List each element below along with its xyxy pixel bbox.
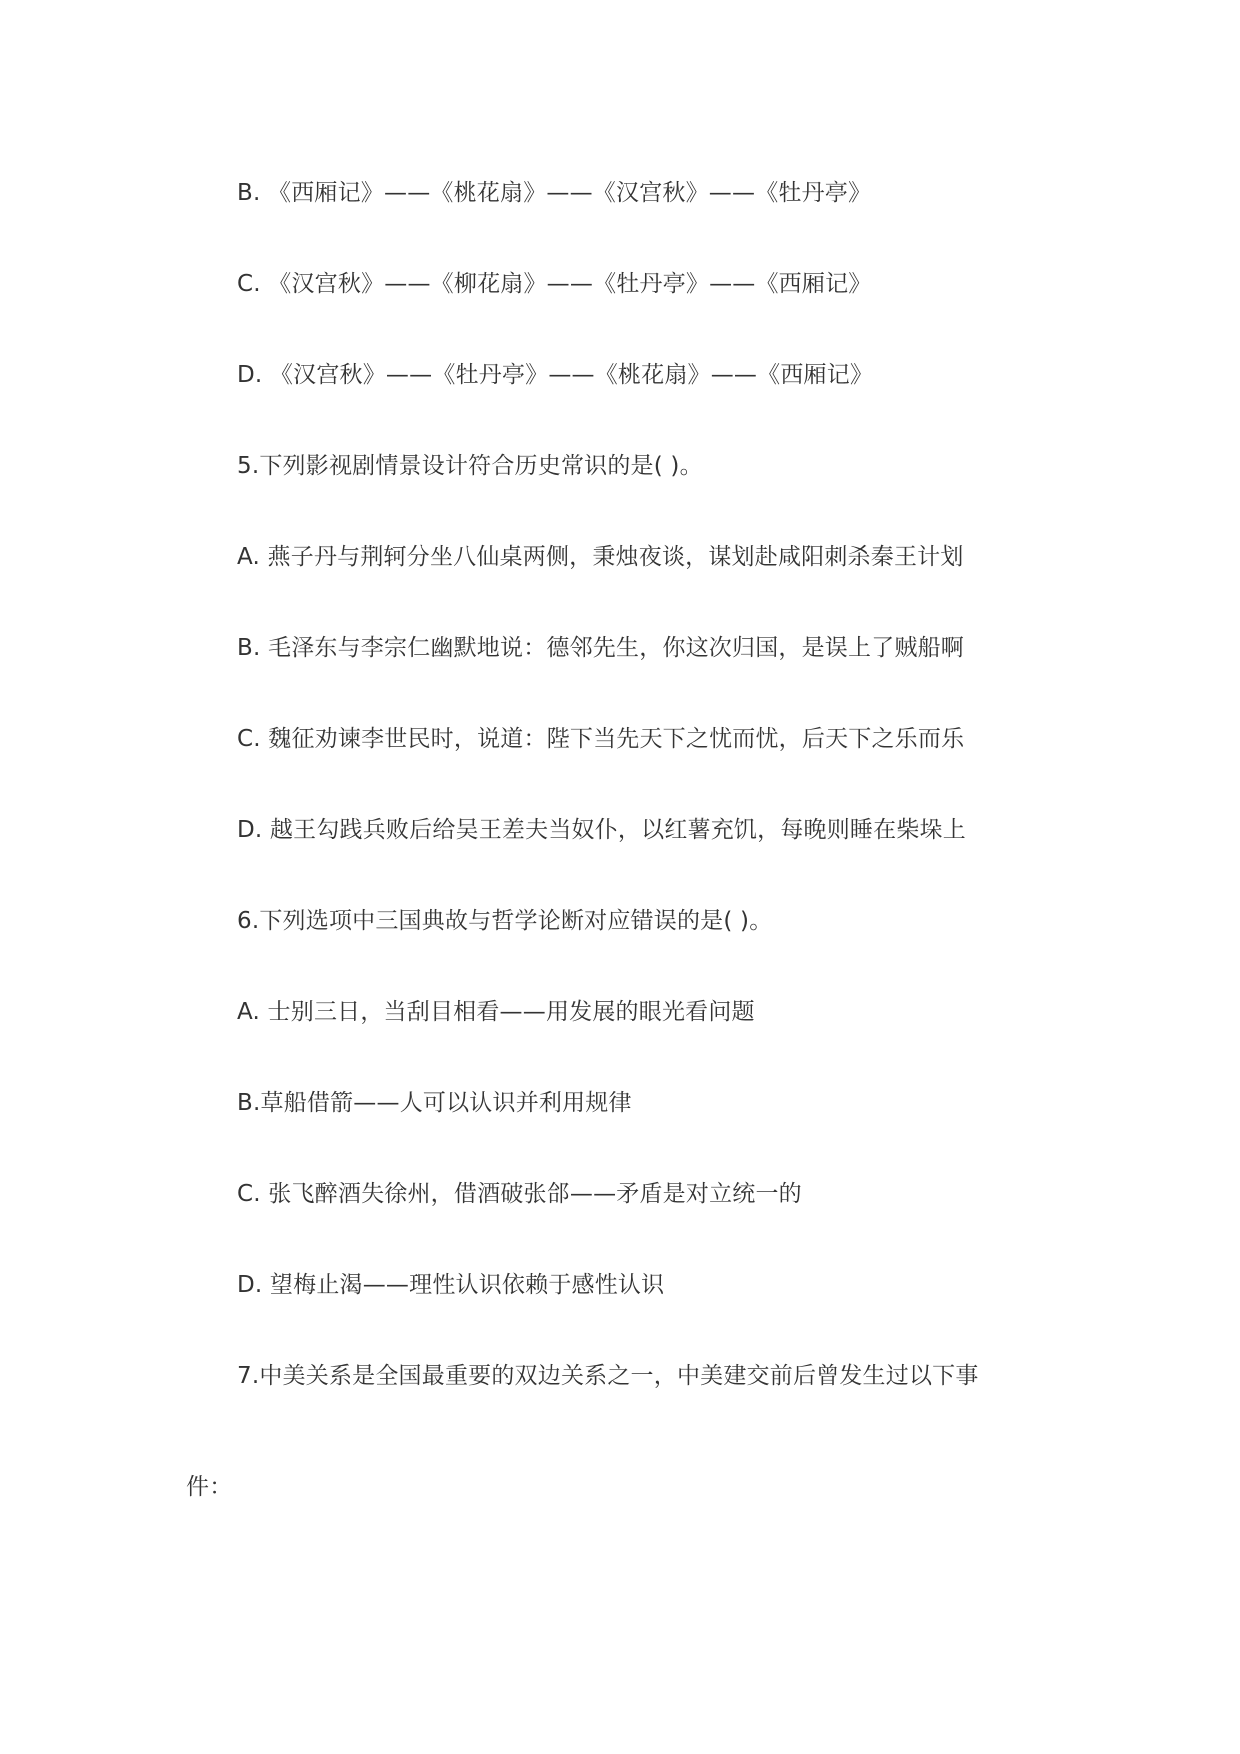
option-d-line-q6: D. 望梅止渴——理性认识依赖于感性认识 <box>237 1272 665 1298</box>
option-b-line-q4: B. 《西厢记》——《桃花扇》——《汉宫秋》——《牡丹亭》 <box>237 180 872 206</box>
option-c-line-q5: C. 魏征劝谏李世民时，说道：陛下当先天下之忧而忧，后天下之乐而乐 <box>237 726 965 752</box>
option-a-line-q5: A. 燕子丹与荆轲分坐八仙桌两侧，秉烛夜谈，谋划赴咸阳刺杀秦王计划 <box>237 544 964 570</box>
option-b-line-q5: B. 毛泽东与李宗仁幽默地说：德邻先生，你这次归国，是误上了贼船啊 <box>237 635 965 661</box>
question-7-text: 7.中美关系是全国最重要的双边关系之一，中美建交前后曾发生过以下事 <box>237 1363 979 1389</box>
option-a-line-q6: A. 士别三日，当刮目相看——用发展的眼光看问题 <box>237 999 755 1025</box>
option-c-line-q4: C. 《汉宫秋》——《柳花扇》——《牡丹亭》——《西厢记》 <box>237 271 872 297</box>
option-c-line-q6: C. 张飞醉酒失徐州，借酒破张郃——矛盾是对立统一的 <box>237 1181 802 1207</box>
question-7-continuation: 件： <box>186 1474 233 1500</box>
question-5-text: 5.下列影视剧情景设计符合历史常识的是( )。 <box>237 453 703 479</box>
question-6-text: 6.下列选项中三国典故与哲学论断对应错误的是( )。 <box>237 908 773 934</box>
option-d-line-q4: D. 《汉宫秋》——《牡丹亭》——《桃花扇》——《西厢记》 <box>237 362 874 388</box>
option-b-line-q6: B.草船借箭——人可以认识并利用规律 <box>237 1090 632 1116</box>
option-d-line-q5: D. 越王勾践兵败后给吴王差夫当奴仆，以红薯充饥，每晚则睡在柴垛上 <box>237 817 966 843</box>
